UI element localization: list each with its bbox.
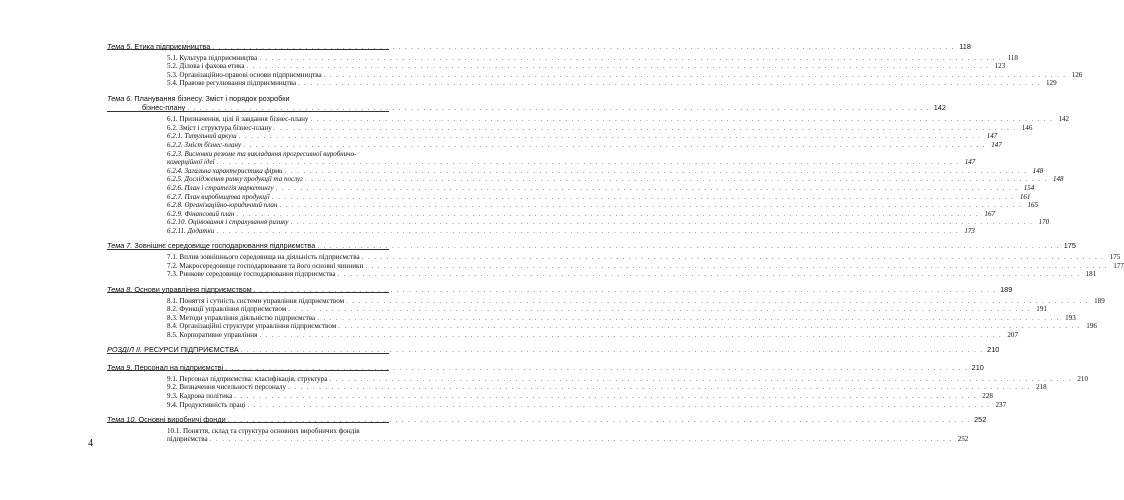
page-ref: 148 bbox=[1053, 175, 1064, 184]
page-ref: 146 bbox=[1021, 123, 1033, 132]
page-ref: 237 bbox=[995, 400, 1007, 409]
dot-leader: . . . . . . . . . . . . . . . . . . . . . . . . . . . . . . . . . . . . . . . . . . . . . . . . . . . . . . . . . . . . . . . . . . . . . . . . . . . . . . . . . . . . . . . . . . . . . . . . . . . . . . . . . . . . . . . . . . . . . . . . bbox=[361, 254, 1105, 262]
entry-title: 8.5. Корпоративне управління bbox=[167, 331, 258, 340]
topic-underline bbox=[107, 49, 389, 50]
dot-leader: . . . . . . . . . . . . . . . . . . . . . . . . . . . . . . . . . . . . . . . . . . . . . . . . . . . . . . . . . . . . . . . . . . . . . . . . . . . . . . . . . . . . . . . . . . . . . . . . . . . . . . . . . . . . . . . . . . . . . . . . bbox=[329, 375, 1072, 383]
entry-title: 5.4. Правове регулювання підприємництва bbox=[167, 79, 296, 88]
entry-title: 8.3. Методи управління діяльністю підприємства bbox=[167, 313, 316, 322]
toc-entry[interactable] bbox=[107, 218, 1050, 227]
page-ref: 175 bbox=[1109, 253, 1121, 262]
table-of-contents bbox=[107, 41, 1124, 444]
topic-label: Тема 5. bbox=[107, 41, 133, 51]
page-ref: 228 bbox=[982, 392, 993, 401]
page-number: 4 bbox=[88, 438, 93, 449]
entry-title: 6.2. Зміст і структура бізнес-плану bbox=[167, 123, 272, 132]
toc-entry[interactable] bbox=[107, 296, 1105, 305]
dot-leader: . . . . . . . . . . . . . . . . . . . . . . . . . . . . . . . . . . . . . . . . . . . . . . . . . . . . . . . . . . . . . . . . . . . . . . . . . . . . . . . . . . . . . . . . . . . . . . . . . . . . . . . . . . . . . . . . . . . . . . . . bbox=[288, 384, 1031, 392]
page-ref: 147 bbox=[991, 141, 1002, 150]
page-ref: 193 bbox=[1065, 313, 1076, 322]
page-ref: 173 bbox=[964, 227, 975, 236]
toc-entry[interactable] bbox=[107, 141, 1002, 150]
toc-entry[interactable] bbox=[107, 53, 1018, 62]
topic-title: Основні виробничі фонди bbox=[136, 414, 226, 424]
dot-leader: . . . . . . . . . . . . . . . . . . . . . . . . . . . . . . . . . . . . . . . . . . . . . . . . . . . . . . . . . . . . . . . . . . . . . . . . . . . . . . . . . . . . . . . . . . . . . . . . . . . . . . . . . . . . . . . . . . . . . . . . bbox=[247, 401, 991, 409]
topic-underline bbox=[107, 353, 389, 354]
toc-entry[interactable] bbox=[107, 331, 1019, 340]
toc-entry[interactable] bbox=[107, 426, 389, 435]
topic-underline bbox=[107, 370, 389, 371]
dot-leader: . . . . . . . . . . . . . . . . . . . . . . . . . . . . . . . . . . . . . . . . . . . . . . . . . . . . . . . . . . . . . . . . . . . . . . . . . . . . . . . . . . . . . . . . . . . . . . . . . . . . . . . . . . . . . . . . . . . . . . . . bbox=[238, 133, 982, 141]
toc-entry[interactable] bbox=[107, 184, 1035, 193]
entry-title bbox=[107, 94, 290, 103]
page-ref: 161 bbox=[1019, 192, 1031, 201]
dot-leader: . . . . . . . . . . . . . . . . . . . . . . . . . . . . . . . . . . . . . . . . . . . . . . . . . . . . . . . . . . . . . . . . . . . . . . . . . . . . . . . . . . . . . . . . . . . . . . . . . . . . . . . . . . . . . . . . . . . . . . . . bbox=[288, 306, 1031, 314]
dot-leader: . . . . . . . . . . . . . . . . . . . . . . . . . . . . . . . . . . . . . . . . . . . . . . . . . . . . . . . . . . . . . . . . . . . . . . . . . . . . . . . . . . . . . . . . . . . . . . . . . . . . . . . . . . . . . . . . . . . . . . . . bbox=[365, 262, 1108, 270]
entry-title: 6.2.8. Організаційно-юридичний план bbox=[167, 201, 278, 210]
topic-underline bbox=[107, 249, 389, 250]
entry-title: 6.2.4. Загальна характеристика фірми bbox=[167, 166, 283, 175]
toc-entry-continuation bbox=[107, 435, 969, 444]
dot-leader: . . . . . . . . . . . . . . . . . . . . . . . . . . . . . . . . . . . . . . . . . . . . . . . . . . . . . . . . . . . . . . . . . . . . . . . . . . . . . . . . . . . . . . . . . . . . . . . . . . . . . . . . . . . . . . . . . . . . . . . . bbox=[243, 142, 986, 150]
toc-entry[interactable] bbox=[107, 132, 998, 141]
toc-entry[interactable] bbox=[107, 123, 1033, 132]
page-ref: 191 bbox=[1036, 305, 1047, 314]
dot-leader: . . . . . . . . . . . . . . . . . . . . . . . . . . . . . . . . . . . . . . . . . . . . . . . . . . . . . . . . . . . . . . . . . . . . . . . . . . . . . . . . . . . . . . . . . . . . . . . . . . . . . . . . . . . . . . . . . . . . . . . . bbox=[284, 167, 1028, 175]
page-ref: 126 bbox=[1071, 70, 1083, 79]
page-ref: 218 bbox=[1036, 383, 1047, 392]
toc-entry[interactable] bbox=[107, 261, 1124, 270]
entry-title: 9.3. Кадрова політика bbox=[167, 392, 233, 401]
topic-title: Основи управління підприємством bbox=[132, 284, 252, 294]
page-ref: 118 bbox=[1007, 53, 1018, 62]
toc-entry[interactable] bbox=[107, 322, 1097, 331]
topic-underline bbox=[107, 422, 389, 423]
entry-title: 6.2.9. Фінансовий план bbox=[167, 209, 235, 218]
page-ref: 181 bbox=[1085, 270, 1097, 279]
dot-leader: . . . . . . . . . . . . . . . . . . . . . . . . . . . . . . . . . . . . . . . . . . . . . . . . . . . . . . . . . . . . . . . . . . . . . . . . . . . . . . . . . . . . . . . . . . . . . . . . . . . . . . . . . . . . . . . . . . . . . . . . bbox=[297, 80, 1041, 88]
dot-leader: . . . . . . . . . . . . . . . . . . . . . . . . . . . . . . . . . . . . . . . . . . . . . . . . . . . . . . . . . . . . . . . . . . . . . . . . . . . . . . . . . . . . . . . . . . . . . . . . . . . . . . . . . . . . . . . . . . . . . . . . bbox=[227, 416, 971, 424]
entry-title: 7.3. Ринкове середовище господарювання підприємства bbox=[167, 270, 336, 279]
toc-entry[interactable] bbox=[107, 374, 1088, 383]
entry-title: 9.2. Визначення чисельності персоналу bbox=[167, 383, 287, 392]
topic-label: Тема 8. bbox=[107, 284, 133, 294]
dot-leader: . . . . . . . . . . . . . . . . . . . . . . . . . . . . . . . . . . . . . . . . . . . . . . . . . . . . . . . . . . . . . . . . . . . . . . . . . . . . . . . . . . . . . . . . . . . . . . . . . . . . . . . . . . . . . . . . . . . . . . . . bbox=[275, 185, 1019, 193]
toc-entry[interactable] bbox=[107, 192, 1031, 201]
entry-title: 6.2.7. План виробництва продукції bbox=[167, 192, 270, 201]
dot-leader: . . . . . . . . . . . . . . . . . . . . . . . . . . . . . . . . . . . . . . . . . . . . . . . . . . . . . . . . . . . . . . . . . . . . . . . . . . . . . . . . . . . . . . . . . . . . . . . . . . . . . . . . . . . . . . . . . . . . . . . . bbox=[290, 219, 1034, 227]
entry-title: 6.2.1. Титульний аркуш bbox=[167, 132, 237, 141]
entry-title: 8.4. Організаційні структури управління підприємством bbox=[167, 322, 337, 331]
topic-label: Тема 6. bbox=[107, 93, 133, 103]
dot-leader: . . . . . . . . . . . . . . . . . . . . . . . . . . . . . . . . . . . . . . . . . . . . . . . . . . . . . . . . . . . . . . . . . . . . . . . . . . . . . . . . . . . . . . . . . . . . . . . . . . . . . . . . . . . . . . . . . . . . . . . . bbox=[187, 105, 930, 113]
page-ref: 165 bbox=[1027, 201, 1038, 210]
page-ref: 196 bbox=[1086, 322, 1097, 331]
entry-title: 7.2. Макросередовище господарювання та його основні чинники bbox=[167, 261, 364, 270]
entry-title: 10.1. Поняття, склад та структура основних виробничих фондів bbox=[167, 426, 360, 435]
topic-underline bbox=[107, 111, 389, 112]
dot-leader: . . . . . . . . . . . . . . . . . . . . . . . . . . . . . . . . . . . . . . . . . . . . . . . . . . . . . . . . . . . . . . . . . . . . . . . . . . . . . . . . . . . . . . . . . . . . . . . . . . . . . . . . . . . . . . . . . . . . . . . . bbox=[310, 116, 1054, 124]
toc-entry[interactable] bbox=[107, 305, 1047, 314]
entry-title: 6.2.2. Зміст бізнес-плану bbox=[167, 141, 242, 150]
dot-leader: . . . . . . . . . . . . . . . . . . . . . . . . . . . . . . . . . . . . . . . . . . . . . . . . . . . . . . . . . . . . . . . . . . . . . . . . . . . . . . . . . . . . . . . . . . . . . . . . . . . . . . . . . . . . . . . . . . . . . . . . bbox=[259, 332, 1003, 340]
topic-label: РОЗДІЛ II. bbox=[107, 345, 143, 355]
page-ref: 189 bbox=[1094, 296, 1105, 305]
page-ref: 175 bbox=[1063, 241, 1076, 251]
page-ref: 147 bbox=[986, 132, 998, 141]
entry-title: 8.1. Поняття і сутність системи управління підприємством bbox=[167, 296, 345, 305]
page-ref: 148 bbox=[1032, 166, 1044, 175]
dot-leader: . . . . . . . . . . . . . . . . . . . . . . . . . . . . . . . . . . . . . . . . . . . . . . . . . . . . . . . . . . . . . . . . . . . . . . . . . . . . . . . . . . . . . . . . . . . . . . . . . . . . . . . . . . . . . . . . . . . . . . . . bbox=[225, 364, 968, 372]
dot-leader: . . . . . . . . . . . . . . . . . . . . . . . . . . . . . . . . . . . . . . . . . . . . . . . . . . . . . . . . . . . . . . . . . . . . . . . . . . . . . . . . . . . . . . . . . . . . . . . . . . . . . . . . . . . . . . . . . . . . . . . . bbox=[216, 159, 960, 167]
topic-underline bbox=[107, 292, 389, 293]
entry-title: 6.2.3. Висновки резюме та викладання прогресивної виробничо- bbox=[167, 149, 357, 158]
dot-leader: . . . . . . . . . . . . . . . . . . . . . . . . . . . . . . . . . . . . . . . . . . . . . . . . . . . . . . . . . . . . . . . . . . . . . . . . . . . . . . . . . . . . . . . . . . . . . . . . . . . . . . . . . . . . . . . . . . . . . . . . bbox=[273, 124, 1017, 132]
entry-title: 6.2.6. План і стратегія маркетингу bbox=[167, 184, 274, 193]
entry-title: 6.2.10. Оцінювання і страхування ризику bbox=[167, 218, 289, 227]
toc-entry[interactable] bbox=[107, 166, 1044, 175]
toc-entry[interactable] bbox=[107, 253, 1121, 262]
dot-leader: . . . . . . . . . . . . . . . . . . . . . . . . . . . . . . . . . . . . . . . . . . . . . . . . . . . . . . . . . . . . . . . . . . . . . . . . . . . . . . . . . . . . . . . . . . . . . . . . . . . . . . . . . . . . . . . . . . . . . . . . bbox=[259, 54, 1002, 62]
topic-title: Планування бізнесу. Зміст і порядок розробки bbox=[132, 93, 290, 103]
dot-leader: . . . . . . . . . . . . . . . . . . . . . . . . . . . . . . . . . . . . . . . . . . . . . . . . . . . . . . . . . . . . . . . . . . . . . . . . . . . . . . . . . . . . . . . . . . . . . . . . . . . . . . . . . . . . . . . . . . . . . . . . bbox=[240, 347, 984, 355]
toc-entry[interactable] bbox=[107, 400, 1007, 409]
dot-leader: . . . . . . . . . . . . . . . . . . . . . . . . . . . . . . . . . . . . . . . . . . . . . . . . . . . . . . . . . . . . . . . . . . . . . . . . . . . . . . . . . . . . . . . . . . . . . . . . . . . . . . . . . . . . . . . . . . . . . . . . bbox=[212, 43, 955, 51]
entry-title-continuation: комерційної ідеї bbox=[167, 158, 215, 167]
page-ref: 207 bbox=[1007, 331, 1019, 340]
page-ref: 210 bbox=[987, 345, 1000, 355]
page-ref: 167 bbox=[984, 209, 995, 218]
dot-leader: . . . . . . . . . . . . . . . . . . . . . . . . . . . . . . . . . . . . . . . . . . . . . . . . . . . . . . . . . . . . . . . . . . . . . . . . . . . . . . . . . . . . . . . . . . . . . . . . . . . . . . . . . . . . . . . . . . . . . . . . bbox=[209, 436, 953, 444]
entry-title: 6.2.5. Дослідження ринку продукції та послуг bbox=[167, 175, 303, 184]
toc-entry[interactable] bbox=[107, 115, 1070, 124]
toc-entry[interactable] bbox=[107, 227, 975, 236]
toc-entry[interactable] bbox=[107, 201, 1038, 210]
entry-title: 6.1. Призначення, цілі й завдання бізнес-плану bbox=[167, 115, 309, 124]
entry-title: 5.3. Організаційно-правові основи підприємництва bbox=[167, 70, 322, 79]
dot-leader: . . . . . . . . . . . . . . . . . . . . . . . . . . . . . . . . . . . . . . . . . . . . . . . . . . . . . . . . . . . . . . . . . . . . . . . . . . . . . . . . . . . . . . . . . . . . . . . . . . . . . . . . . . . . . . . . . . . . . . . . bbox=[346, 297, 1089, 305]
toc-entry[interactable] bbox=[107, 383, 1047, 392]
topic-title: РЕСУРСИ ПІДПРИЄМСТВА bbox=[142, 345, 239, 355]
entry-title-continuation: підприємства bbox=[167, 435, 208, 444]
dot-leader: . . . . . . . . . . . . . . . . . . . . . . . . . . . . . . . . . . . . . . . . . . . . . . . . . . . . . . . . . . . . . . . . . . . . . . . . . . . . . . . . . . . . . . . . . . . . . . . . . . . . . . . . . . . . . . . . . . . . . . . . bbox=[304, 176, 1048, 184]
toc-entry[interactable] bbox=[107, 62, 1006, 71]
dot-leader: . . . . . . . . . . . . . . . . . . . . . . . . . . . . . . . . . . . . . . . . . . . . . . . . . . . . . . . . . . . . . . . . . . . . . . . . . . . . . . . . . . . . . . . . . . . . . . . . . . . . . . . . . . . . . . . . . . . . . . . . bbox=[236, 210, 979, 218]
page-ref: 118 bbox=[959, 41, 971, 51]
entry-title-continuation: бізнес-плану bbox=[142, 103, 186, 113]
toc-entry[interactable] bbox=[107, 313, 1076, 322]
topic-label: Тема 10. bbox=[107, 414, 137, 424]
entry-title: 9.4. Продуктивність праці bbox=[167, 400, 246, 409]
page-ref: 252 bbox=[974, 414, 987, 424]
page-ref: 189 bbox=[1000, 284, 1013, 294]
entry-title: 5.1. Культура підприємництва bbox=[167, 53, 258, 62]
dot-leader: . . . . . . . . . . . . . . . . . . . . . . . . . . . . . . . . . . . . . . . . . . . . . . . . . . . . . . . . . . . . . . . . . . . . . . . . . . . . . . . . . . . . . . . . . . . . . . . . . . . . . . . . . . . . . . . . . . . . . . . . bbox=[338, 323, 1081, 331]
dot-leader: . . . . . . . . . . . . . . . . . . . . . . . . . . . . . . . . . . . . . . . . . . . . . . . . . . . . . . . . . . . . . . . . . . . . . . . . . . . . . . . . . . . . . . . . . . . . . . . . . . . . . . . . . . . . . . . . . . . . . . . . bbox=[246, 63, 990, 71]
dot-leader: . . . . . . . . . . . . . . . . . . . . . . . . . . . . . . . . . . . . . . . . . . . . . . . . . . . . . . . . . . . . . . . . . . . . . . . . . . . . . . . . . . . . . . . . . . . . . . . . . . . . . . . . . . . . . . . . . . . . . . . . bbox=[271, 193, 1015, 201]
topic-title: Етика підприємництва bbox=[132, 41, 211, 51]
page-ref: 170 bbox=[1038, 218, 1050, 227]
topic-label: Тема 7. bbox=[107, 241, 133, 251]
entry-title: 7.1. Вплив зовнішнього середовища на діяльність підприємства bbox=[167, 253, 360, 262]
toc-entry[interactable] bbox=[107, 149, 389, 158]
entry-title: 8.2. Функції управління підприємством bbox=[167, 305, 287, 314]
page-ref: 177 bbox=[1113, 261, 1124, 270]
toc-entry[interactable] bbox=[107, 79, 1057, 88]
dot-leader: . . . . . . . . . . . . . . . . . . . . . . . . . . . . . . . . . . . . . . . . . . . . . . . . . . . . . . . . . . . . . . . . . . . . . . . . . . . . . . . . . . . . . . . . . . . . . . . . . . . . . . . . . . . . . . . . . . . . . . . . bbox=[234, 393, 977, 401]
page-ref: 147 bbox=[964, 158, 976, 167]
dot-leader: . . . . . . . . . . . . . . . . . . . . . . . . . . . . . . . . . . . . . . . . . . . . . . . . . . . . . . . . . . . . . . . . . . . . . . . . . . . . . . . . . . . . . . . . . . . . . . . . . . . . . . . . . . . . . . . . . . . . . . . . bbox=[337, 271, 1081, 279]
toc-entry[interactable] bbox=[107, 209, 995, 218]
entry-title: 9.1. Персонал підприємства: класифікація, структура bbox=[167, 374, 328, 383]
toc-entry[interactable] bbox=[107, 270, 1097, 279]
toc-entry[interactable] bbox=[107, 175, 1064, 184]
dot-leader: . . . . . . . . . . . . . . . . . . . . . . . . . . . . . . . . . . . . . . . . . . . . . . . . . . . . . . . . . . . . . . . . . . . . . . . . . . . . . . . . . . . . . . . . . . . . . . . . . . . . . . . . . . . . . . . . . . . . . . . . bbox=[216, 228, 959, 236]
toc-entry[interactable] bbox=[107, 392, 993, 401]
page-ref: 252 bbox=[957, 435, 969, 444]
dot-leader: . . . . . . . . . . . . . . . . . . . . . . . . . . . . . . . . . . . . . . . . . . . . . . . . . . . . . . . . . . . . . . . . . . . . . . . . . . . . . . . . . . . . . . . . . . . . . . . . . . . . . . . . . . . . . . . . . . . . . . . . bbox=[317, 243, 1060, 251]
page-ref: 123 bbox=[994, 62, 1006, 71]
toc-topic[interactable] bbox=[107, 93, 389, 103]
page-ref: 210 bbox=[1077, 374, 1088, 383]
page-ref: 210 bbox=[971, 362, 984, 372]
dot-leader: . . . . . . . . . . . . . . . . . . . . . . . . . . . . . . . . . . . . . . . . . . . . . . . . . . . . . . . . . . . . . . . . . . . . . . . . . . . . . . . . . . . . . . . . . . . . . . . . . . . . . . . . . . . . . . . . . . . . . . . . bbox=[323, 71, 1067, 79]
topic-title: Персонал на підприємстві bbox=[132, 362, 224, 372]
toc-entry[interactable] bbox=[107, 70, 1083, 79]
entry-title: 6.2.11. Додатки bbox=[167, 227, 215, 236]
page-ref: 142 bbox=[1058, 115, 1070, 124]
dot-leader: . . . . . . . . . . . . . . . . . . . . . . . . . . . . . . . . . . . . . . . . . . . . . . . . . . . . . . . . . . . . . . . . . . . . . . . . . . . . . . . . . . . . . . . . . . . . . . . . . . . . . . . . . . . . . . . . . . . . . . . . bbox=[317, 314, 1060, 322]
toc-entry-continuation bbox=[107, 158, 976, 167]
dot-leader: . . . . . . . . . . . . . . . . . . . . . . . . . . . . . . . . . . . . . . . . . . . . . . . . . . . . . . . . . . . . . . . . . . . . . . . . . . . . . . . . . . . . . . . . . . . . . . . . . . . . . . . . . . . . . . . . . . . . . . . . bbox=[253, 286, 997, 294]
dot-leader: . . . . . . . . . . . . . . . . . . . . . . . . . . . . . . . . . . . . . . . . . . . . . . . . . . . . . . . . . . . . . . . . . . . . . . . . . . . . . . . . . . . . . . . . . . . . . . . . . . . . . . . . . . . . . . . . . . . . . . . . bbox=[279, 202, 1022, 210]
page-ref: 129 bbox=[1045, 79, 1057, 88]
topic-title: Зовнішнє середовище господарювання підприємства bbox=[132, 241, 316, 251]
entry-title: 5.2. Ділова і фахова етика bbox=[167, 62, 245, 71]
page-ref: 154 bbox=[1023, 184, 1035, 193]
page-ref: 142 bbox=[933, 103, 946, 113]
topic-label: Тема 9. bbox=[107, 362, 133, 372]
